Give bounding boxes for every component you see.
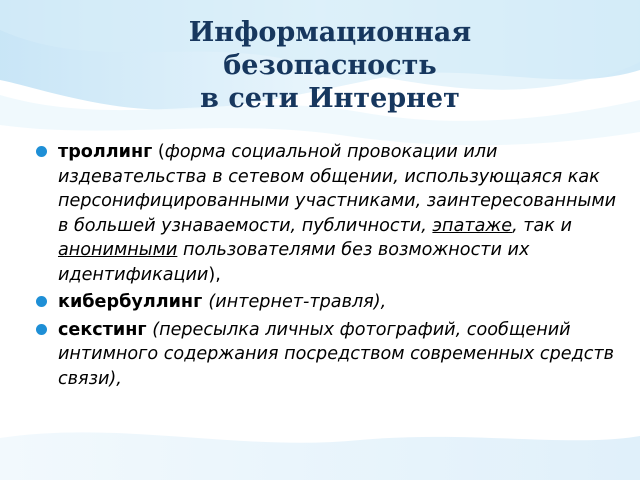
term: кибербуллинг [58, 292, 209, 312]
text-fragment: ( [152, 142, 165, 162]
slide-title-line: Информационная [188, 17, 472, 48]
description: форма социальной провокации или издевательства в сетевом общении, использующаяся как персонифицированными участниками, заинтересованными в большей узнаваемости, публичности, [58, 142, 617, 236]
slide-title-line: в сети Интернет [200, 83, 460, 114]
slide-title [110, 16, 550, 115]
underlined-word: анонимными [58, 240, 178, 260]
description: (пересылка личных фотографий, сообщений интимного содержания посредством современных средств связи), [58, 319, 615, 389]
underlined-word: эпатаже [432, 215, 513, 236]
description: , так и [512, 215, 572, 236]
text-fragment: ), [208, 264, 221, 285]
description: пользователями без возможности их идентификации [58, 240, 530, 285]
list-item-trolling [36, 140, 626, 287]
bullet-dot-icon [36, 324, 47, 335]
bullet-dot-icon [36, 146, 47, 157]
list-item-sexting [36, 318, 626, 392]
description: (интернет-травля), [208, 292, 387, 312]
bullet-dot-icon [36, 296, 47, 307]
bullet-list [36, 140, 626, 394]
term: троллинг [58, 142, 153, 162]
term: секстинг [58, 319, 147, 340]
list-item-cyberbullying [36, 290, 626, 315]
slide-title-line: безопасность [223, 50, 437, 81]
